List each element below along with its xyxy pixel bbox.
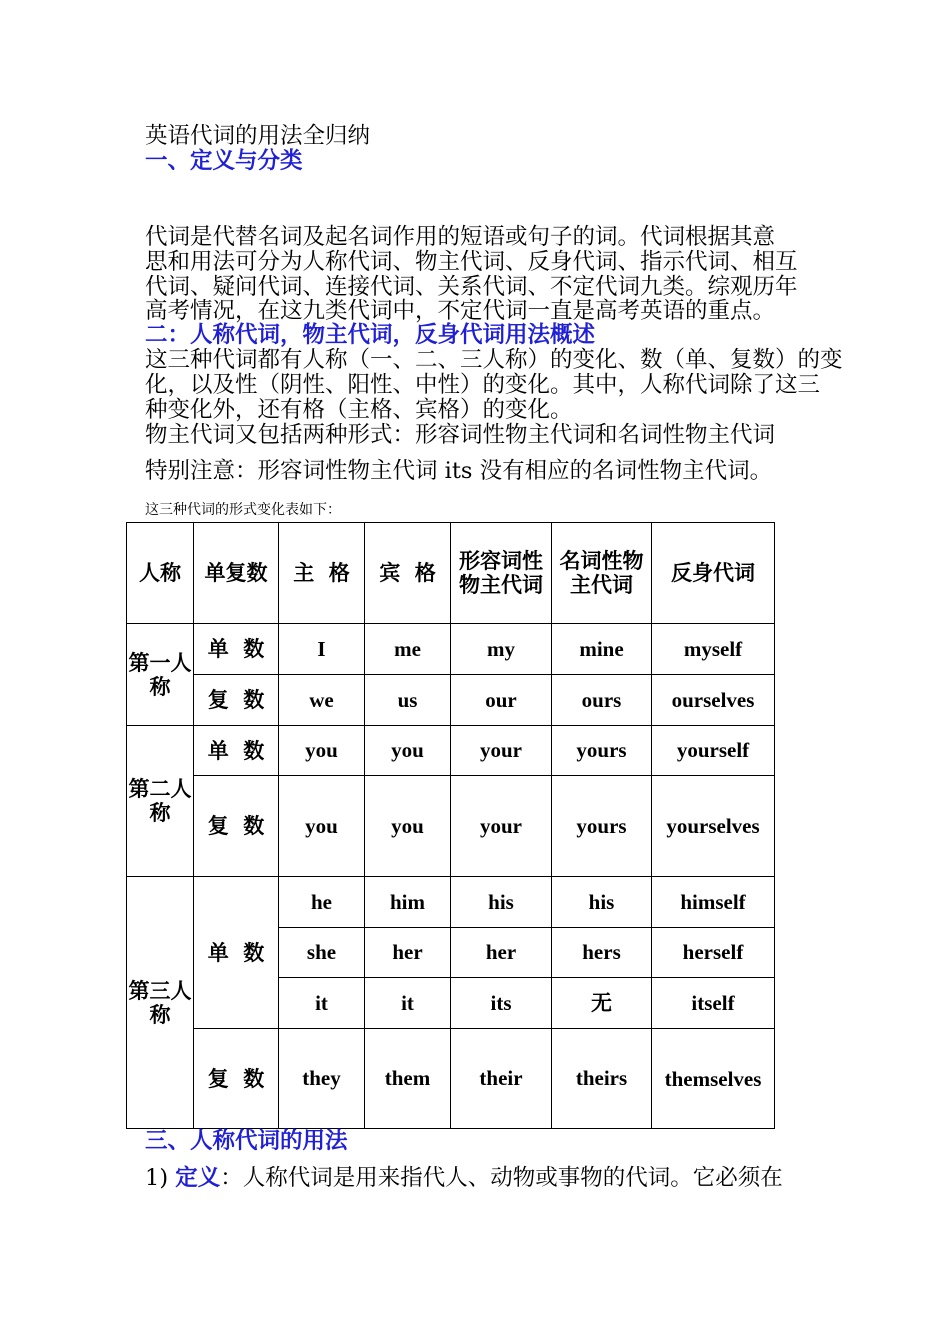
- paragraph-line: 特别注意：形容词性物主代词 its 没有相应的名词性物主代词。: [145, 458, 773, 484]
- cell-noun-possessive: hers: [552, 928, 652, 978]
- header-noun-possessive: 名词性物主代词: [552, 523, 652, 624]
- header-number: 单复数: [194, 523, 279, 624]
- cell-reflexive: herself: [652, 928, 775, 978]
- header-reflexive: 反身代词: [652, 523, 775, 624]
- paragraph-line: 代词、疑问代词、连接代词、关系代词、不定代词九类。综观历年: [145, 274, 798, 300]
- definition-line: [145, 1166, 783, 1191]
- cell-adjective-possessive: his: [451, 877, 552, 928]
- header-person: 人称: [127, 523, 194, 624]
- cell-object: it: [365, 978, 451, 1029]
- cell-noun-possessive: yours: [552, 776, 652, 877]
- paragraph-line: 化，以及性（阴性、阳性、中性）的变化。其中，人称代词除了这三: [145, 372, 821, 398]
- number-singular: 单 数: [194, 624, 279, 675]
- paragraph-line: 代词是代替名词及起名词作用的短语或句子的词。代词根据其意: [145, 224, 776, 250]
- cell-reflexive: yourself: [652, 726, 775, 776]
- number-singular: 单 数: [194, 726, 279, 776]
- definition-text: ：人称代词是用来指代人、动物或事物的代词。它必须在: [220, 1165, 783, 1191]
- table-caption: 这三种代词的形式变化表如下：: [145, 502, 341, 518]
- heading-definition-classification: 一、定义与分类: [145, 148, 303, 174]
- cell-subject: I: [279, 624, 365, 675]
- cell-object: him: [365, 877, 451, 928]
- cell-noun-possessive: theirs: [552, 1029, 652, 1129]
- header-adjective-possessive: 形容词性物主代词: [451, 523, 552, 624]
- cell-subject: you: [279, 726, 365, 776]
- cell-object: her: [365, 928, 451, 978]
- group-first-person: 第一人称: [127, 624, 194, 726]
- cell-subject: they: [279, 1029, 365, 1129]
- cell-reflexive: ourselves: [652, 675, 775, 726]
- number-plural: 复 数: [194, 776, 279, 877]
- cell-reflexive: myself: [652, 624, 775, 675]
- cell-object: you: [365, 726, 451, 776]
- paragraph-line: 种变化外，还有格（主格、宾格）的变化。: [145, 397, 573, 423]
- cell-object: me: [365, 624, 451, 675]
- cell-adjective-possessive: its: [451, 978, 552, 1029]
- cell-noun-possessive: 无: [552, 978, 652, 1029]
- document-title: 英语代词的用法全归纳: [145, 123, 371, 149]
- heading-pronoun-overview: 二：人称代词，物主代词，反身代词用法概述: [145, 322, 596, 348]
- paragraph-line: 这三种代词都有人称（一、二、三人称）的变化、数（单、复数）的变: [145, 347, 843, 373]
- cell-adjective-possessive: our: [451, 675, 552, 726]
- group-third-person: 第三人称: [127, 877, 194, 1129]
- cell-subject: you: [279, 776, 365, 877]
- number-singular: 单 数: [194, 877, 279, 1029]
- cell-object: us: [365, 675, 451, 726]
- pronoun-forms-table: [126, 522, 775, 1129]
- cell-noun-possessive: ours: [552, 675, 652, 726]
- cell-noun-possessive: mine: [552, 624, 652, 675]
- paragraph-line: 高考情况，在这九类代词中，不定代词一直是高考英语的重点。: [145, 298, 776, 324]
- cell-object: them: [365, 1029, 451, 1129]
- cell-reflexive: yourselves: [652, 776, 775, 877]
- cell-noun-possessive: his: [552, 877, 652, 928]
- definition-term: 定义: [175, 1165, 221, 1191]
- header-subject-case: 主 格: [279, 523, 365, 624]
- cell-subject: we: [279, 675, 365, 726]
- header-object-case: 宾 格: [365, 523, 451, 624]
- cell-noun-possessive: yours: [552, 726, 652, 776]
- cell-reflexive: themselves: [652, 1029, 775, 1129]
- cell-reflexive: itself: [652, 978, 775, 1029]
- cell-adjective-possessive: her: [451, 928, 552, 978]
- cell-adjective-possessive: their: [451, 1029, 552, 1129]
- cell-adjective-possessive: your: [451, 776, 552, 877]
- cell-subject: he: [279, 877, 365, 928]
- cell-object: you: [365, 776, 451, 877]
- number-plural: 复 数: [194, 1029, 279, 1129]
- number-plural: 复 数: [194, 675, 279, 726]
- cell-adjective-possessive: my: [451, 624, 552, 675]
- heading-personal-pronoun-usage: 三、人称代词的用法: [145, 1128, 348, 1154]
- group-second-person: 第二人称: [127, 726, 194, 877]
- cell-subject: it: [279, 978, 365, 1029]
- cell-reflexive: himself: [652, 877, 775, 928]
- cell-adjective-possessive: your: [451, 726, 552, 776]
- paragraph-line: 思和用法可分为人称代词、物主代词、反身代词、指示代词、相互: [145, 249, 798, 275]
- paragraph-line: 物主代词又包括两种形式：形容词性物主代词和名词性物主代词: [145, 422, 776, 448]
- list-number: 1): [145, 1165, 176, 1191]
- cell-subject: she: [279, 928, 365, 978]
